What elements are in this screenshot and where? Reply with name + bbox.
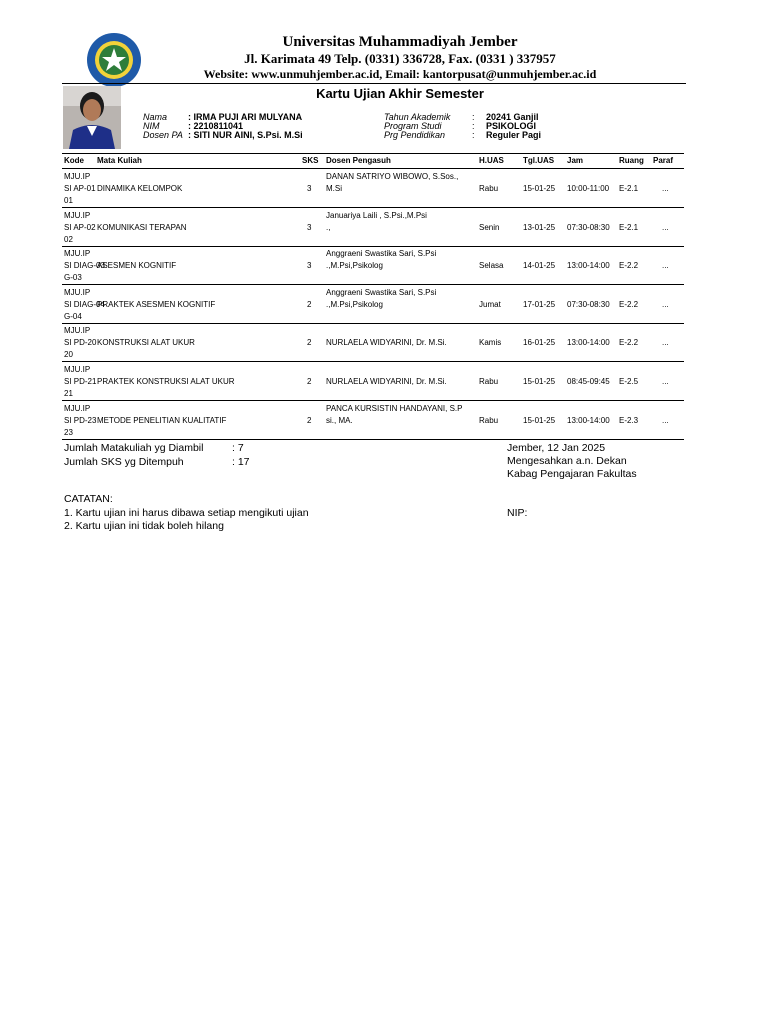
cell-sks: 3 (307, 261, 312, 271)
header-divider (62, 83, 686, 84)
cell-mk: PRAKTEK ASESMEN KOGNITIF (97, 299, 216, 309)
cell-ruang: E-2.2 (619, 338, 639, 348)
cell-paraf: ... (662, 338, 669, 348)
cell-huas: Senin (479, 222, 500, 232)
col-sks: SKS (302, 156, 319, 165)
cell-paraf: ... (662, 222, 669, 232)
jumlah-mk-value: : 7 (232, 442, 244, 454)
cell-sks: 2 (307, 299, 312, 309)
prg-pendidikan-value: Reguler Pagi (486, 130, 542, 140)
cell-huas: Rabu (479, 415, 499, 425)
cell-dosen2: NURLAELA WIDYARINI, Dr. M.Si. (326, 338, 447, 348)
table-row (62, 209, 684, 247)
university-name: Universitas Muhammadiyah Jember (282, 34, 518, 50)
jumlah-sks-label: Jumlah SKS yg Ditempuh (64, 456, 184, 468)
cell-paraf: ... (662, 261, 669, 271)
nama-value: : IRMA PUJI ARI MULYANA (188, 112, 303, 122)
cell-paraf: ... (662, 184, 669, 193)
cell-kode1: MJU.IP (64, 326, 91, 336)
cell-jam: 07:30-08:30 (567, 222, 610, 232)
cell-kode2: SI AP-02 (64, 222, 96, 232)
cell-mk: METODE PENELITIAN KUALITATIF (97, 415, 227, 425)
university-address: Jl. Karimata 49 Telp. (0331) 336728, Fax. (0331 ) 337957 (244, 51, 556, 66)
cell-kode3: 21 (64, 389, 73, 398)
table-row (62, 247, 684, 285)
sign-place-date: Jember, 12 Jan 2025 (507, 442, 606, 454)
tahun-akademik-value: 20241 Ganjil (486, 112, 539, 122)
cell-dosen2: .,M.Psi,Psikolog (326, 261, 383, 271)
cell-kode1: MJU.IP (64, 249, 91, 259)
card-title: Kartu Ujian Akhir Semester (316, 86, 484, 101)
prg-pendidikan-label: Prg Pendidikan (384, 130, 446, 140)
cell-dosen2: .,M.Psi,Psikolog (326, 299, 383, 309)
prg-colon: : (472, 130, 475, 140)
sign-nip: NIP: (507, 507, 528, 519)
cell-kode3: G-03 (64, 273, 82, 283)
row-divider (62, 439, 684, 440)
program-studi-label: Program Studi (384, 121, 442, 131)
cell-ruang: E-2.5 (619, 377, 639, 386)
university-website: Website: www.unmuhjember.ac.id, Email: kantorpusat@unmuhjember.ac.id (203, 67, 597, 81)
dosen-pa-value: : SITI NUR AINI, S.Psi. M.Si (188, 130, 303, 140)
jumlah-sks-value: : 17 (232, 456, 250, 468)
col-kode: Kode (64, 156, 84, 165)
cell-paraf: ... (662, 415, 669, 425)
cell-sks: 2 (307, 338, 312, 348)
cell-sks: 2 (307, 415, 312, 425)
prodi-colon: : (472, 121, 475, 131)
cell-mk: KOMUNIKASI TERAPAN (97, 222, 187, 232)
cell-mk: PRAKTEK KONSTRUKSI ALAT UKUR (97, 377, 235, 386)
cell-tgl: 14-01-25 (523, 261, 556, 271)
cell-kode1: MJU.IP (64, 365, 91, 374)
cell-ruang: E-2.1 (619, 184, 639, 193)
cell-tgl: 15-01-25 (523, 377, 556, 386)
cell-kode1: MJU.IP (64, 403, 91, 413)
cell-dosen2: si., MA. (326, 415, 353, 425)
cell-kode2: SI PD-21 (64, 377, 97, 386)
table-row (62, 286, 684, 324)
nim-value: : 2210811041 (188, 121, 244, 131)
sign-line-2: Kabag Pengajaran Fakultas (507, 468, 637, 480)
cell-kode1: MJU.IP (64, 210, 91, 220)
cell-kode2: SI DIAG-03 (64, 261, 105, 271)
cell-kode3: 20 (64, 350, 73, 360)
cell-dosen1: Anggraeni Swastika Sari, S.Psi (326, 287, 437, 297)
col-tgl: Tgl.UAS (523, 156, 555, 165)
cell-kode1: MJU.IP (64, 172, 91, 181)
cell-jam: 07:30-08:30 (567, 299, 610, 309)
col-huas: H.UAS (479, 156, 504, 165)
col-paraf: Paraf (653, 156, 674, 165)
cell-dosen2: NURLAELA WIDYARINI, Dr. M.Si. (326, 377, 447, 386)
cell-jam: 08:45-09:45 (567, 377, 610, 386)
nim-label: NIM (143, 121, 160, 131)
cell-dosen1: DANAN SATRIYO WIBOWO, S.Sos., (326, 172, 459, 181)
tahun-colon: : (472, 112, 475, 122)
cell-mk: ASESMEN KOGNITIF (97, 261, 177, 271)
cell-mk: DINAMIKA KELOMPOK (97, 184, 183, 193)
cell-kode3: 01 (64, 196, 73, 205)
jumlah-mk-label: Jumlah Matakuliah yg Diambil (64, 442, 204, 454)
sign-line-1: Mengesahkan a.n. Dekan (507, 455, 627, 467)
cell-kode3: 02 (64, 234, 73, 244)
cell-tgl: 17-01-25 (523, 299, 556, 309)
cell-kode3: 23 (64, 427, 73, 437)
cell-kode2: SI PD-23 (64, 415, 97, 425)
cell-dosen2: M.Si (326, 184, 342, 193)
cell-huas: Rabu (479, 377, 499, 386)
table-header (62, 154, 684, 168)
cell-kode1: MJU.IP (64, 287, 91, 297)
col-dosen: Dosen Pengasuh (326, 156, 391, 165)
cell-huas: Jumat (479, 299, 501, 309)
cell-tgl: 13-01-25 (523, 222, 556, 232)
cell-huas: Selasa (479, 261, 504, 271)
cell-dosen1: PANCA KURSISTIN HANDAYANI, S.P (326, 403, 463, 413)
cell-kode2: SI DIAG-04 (64, 299, 105, 309)
cell-ruang: E-2.1 (619, 222, 639, 232)
cell-kode2: SI AP-01 (64, 184, 96, 193)
table-row (62, 324, 684, 362)
note-item: 1. Kartu ujian ini harus dibawa setiap mengikuti ujian (64, 507, 309, 519)
nama-label: Nama (143, 112, 168, 122)
cell-ruang: E-2.3 (619, 415, 639, 425)
tahun-akademik-label: Tahun Akademik (384, 112, 451, 122)
cell-jam: 13:00-14:00 (567, 415, 610, 425)
cell-paraf: ... (662, 377, 669, 386)
cell-tgl: 15-01-25 (523, 415, 556, 425)
cell-paraf: ... (662, 299, 669, 309)
col-ruang: Ruang (619, 156, 644, 165)
cell-jam: 13:00-14:00 (567, 261, 610, 271)
program-studi-value: PSIKOLOGI (486, 121, 537, 131)
cell-tgl: 16-01-25 (523, 338, 556, 348)
col-mata-kuliah: Mata Kuliah (97, 156, 142, 165)
cell-ruang: E-2.2 (619, 261, 639, 271)
cell-mk: KONSTRUKSI ALAT UKUR (97, 338, 195, 348)
cell-ruang: E-2.2 (619, 299, 639, 309)
notes-title: CATATAN: (64, 493, 113, 505)
cell-tgl: 15-01-25 (523, 184, 556, 193)
table-row (62, 363, 684, 401)
note-item: 2. Kartu ujian ini tidak boleh hilang (64, 520, 224, 532)
table-row (62, 402, 684, 440)
cell-dosen1: Januariya Laili , S.Psi.,M.Psi (326, 210, 427, 220)
cell-kode3: G-04 (64, 311, 82, 321)
cell-sks: 2 (307, 377, 312, 386)
dosen-pa-label: Dosen PA (143, 130, 183, 140)
cell-huas: Kamis (479, 338, 502, 348)
cell-sks: 3 (307, 184, 312, 193)
cell-huas: Rabu (479, 184, 499, 193)
cell-dosen1: Anggraeni Swastika Sari, S.Psi (326, 249, 437, 259)
student-photo (63, 86, 121, 149)
cell-sks: 3 (307, 222, 312, 232)
cell-kode2: SI PD-20 (64, 338, 97, 348)
cell-jam: 10:00-11:00 (567, 184, 610, 193)
col-jam: Jam (567, 156, 584, 165)
cell-dosen2: ., (326, 222, 331, 232)
table-row (62, 170, 684, 208)
table-header-border (62, 168, 684, 169)
cell-jam: 13:00-14:00 (567, 338, 610, 348)
